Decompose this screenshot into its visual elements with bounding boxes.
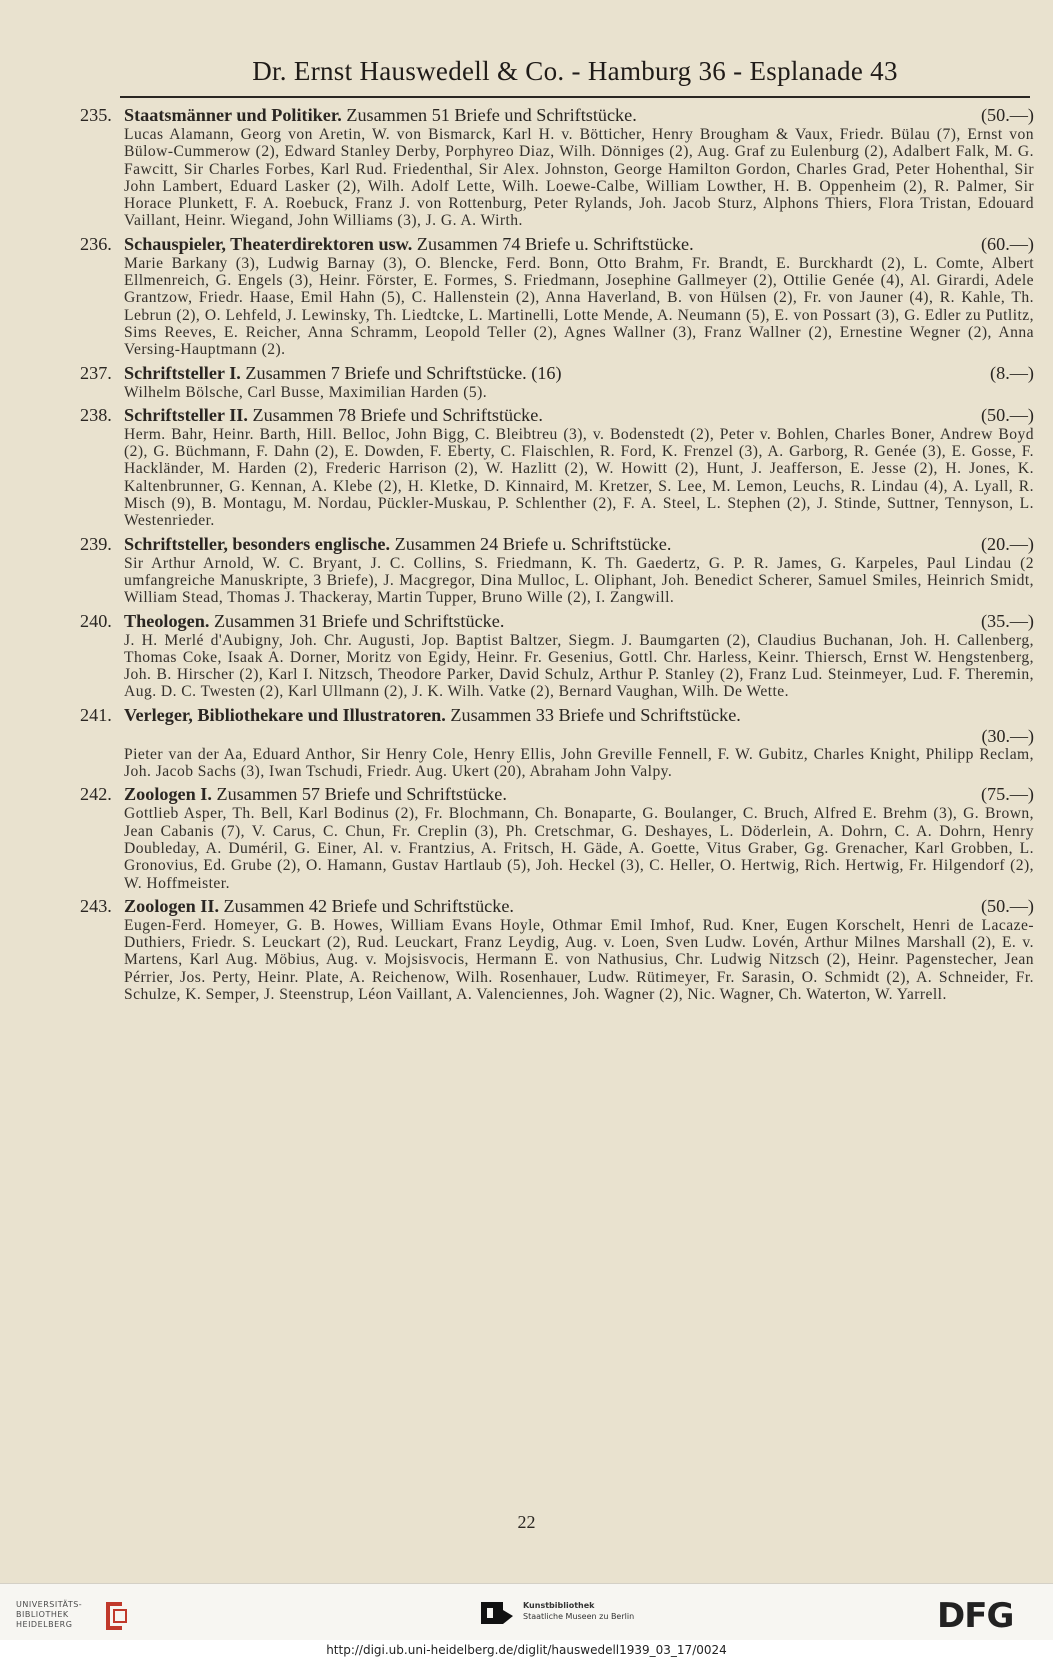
catalog-entry xyxy=(80,404,1034,530)
entry-body: Gottlieb Asper, Th. Bell, Karl Bodinus (2), Fr. Blochmann, Ch. Bonaparte, G. Boulanger, C. Bruch, Alfred E. Brehm (3), G. Brown, Jean Cabanis (7), V. Carus, C. Chun, Fr. Creplin (3), Ph. Cretschmar, G. Deshayes, L. Döderlein, A. Dohrn, C. A. Dohrn, Henry Doubleday, A. Duméril, G. Einer, Al. v. Frantzius, A. Fritsch, H. Gäde, A. Goette, Vitus Graber, Gg. Grenacher, Karl Grobben, L. Gronovius, Ed. Grube (2), O. Hamann, Gustav Hartlaub (5), Joh. Heckel (3), C. Heller, O. Hertwig, Rich. Hertwig, Fr. Hilgendorf (2), W. Hoffmeister. xyxy=(124,805,1034,892)
page-header: Dr. Ernst Hauswedell & Co. - Hamburg 36 - Esplanade 43 xyxy=(252,56,898,86)
entry-price: (30.—) xyxy=(981,725,1034,746)
kunstbibliothek-title: Kunstbibliothek xyxy=(523,1601,595,1610)
entry-title-bold: Schriftsteller I. xyxy=(124,362,241,383)
kunstbibliothek-logo[interactable] xyxy=(481,1594,681,1634)
catalog-entry xyxy=(80,104,1034,230)
entry-title-rest: Zusammen 42 Briefe und Schriftstücke. xyxy=(219,895,514,916)
entry-title-rest: Zusammen 24 Briefe u. Schriftstücke. xyxy=(390,533,672,554)
entry-title-rest: Zusammen 33 Briefe und Schriftstücke. xyxy=(445,704,741,725)
heidelberg-library-logo[interactable] xyxy=(16,1598,136,1634)
uni-logo-line1: UNIVERSITÄTS- xyxy=(16,1600,83,1609)
entry-title-bold: Theologen. xyxy=(124,610,210,631)
entry-title-bold: Verleger, Bibliothekare und Illustratoren. xyxy=(124,704,446,725)
catalog-entries xyxy=(80,104,1034,1006)
entry-title xyxy=(124,104,637,126)
catalog-entry xyxy=(80,610,1034,701)
entry-body: Eugen-Ferd. Homeyer, G. B. Howes, William Evans Hoyle, Othmar Emil Imhof, Rud. Kner, Eugen Korschelt, Henri de Lacaze-Duthiers, Friedr. S. Leuckart (2), Rud. Leuckart, Franz Leydig, Aug. v. Loen, Sven Ludw. Lovén, Arthur Milnes Marshall (2), E. v. Martens, Karl Aug. Möbius, Aug. v. Mojsisvocis, Hermann E. von Nathusius, Chr. Ludwig Nitzsch (2), Heinr. Pagenstecher, Jean Pérrier, Jos. Perty, Heinr. Plate, A. Reichenow, Wilh. Rosenhauer, Ludw. Rütimeyer, Fr. Sarasin, O. Schmidt (2), A. Schneider, Fr. Schulze, K. Semper, J. Steenstrup, Léon Vaillant, A. Valenciennes, Joh. Wagner (2), Nic. Wagner, Ch. Waterton, W. Yarrell. xyxy=(124,916,1034,1003)
entry-price: (35.—) xyxy=(980,610,1034,631)
entry-title-rest: Zusammen 78 Briefe und Schriftstücke. xyxy=(247,404,543,425)
entry-title xyxy=(124,362,562,384)
entry-number: 243. xyxy=(80,895,112,916)
entry-price: (75.—) xyxy=(980,784,1034,805)
entry-title-rest: Zusammen 7 Briefe und Schriftstücke. (16) xyxy=(240,362,562,383)
catalog-entry xyxy=(80,704,1034,781)
entry-number: 241. xyxy=(80,704,112,725)
entry-body: Lucas Alamann, Georg von Aretin, W. von Bismarck, Karl H. v. Bötticher, Henry Brougham & Vaux, Friedr. Bülau (7), Ernst von Bülow-Cummerow (2), Edward Stanley Derby, Porphyreo Diaz, Wilh. Dönniges (2), Aug. Graf zu Eulenburg (2), Adalbert Falk, M. G. Fawcitt, Sir Charles Forbes, Karl Rud. Friedenthal, Sir Alex. Johnston, George Hamilton Gordon, Charles Grad, Peter Hohenthal, Sir John Lambert, Eduard Lasker (2), Wilh. Adolf Lette, Wilh. Loewe-Calbe, William Lowther, H. B. Oppenheim (2), R. Palmer, Sir Horace Plunkett, F. A. Roebuck, Franz J. von Rottenburg, Peter Rylands, Joh. Jacob Sturz, Alphons Thiers, Flora Tristan, Edouard Vaillant, Heinr. Wiegand, John Williams (3), J. G. A. Wirth. xyxy=(124,126,1034,230)
entry-title xyxy=(124,895,514,917)
digitization-footer xyxy=(0,1583,1053,1641)
entry-body: Herm. Bahr, Heinr. Barth, Hill. Belloc, John Bigg, C. Bleibtreu (3), v. Bodenstedt (2), Peter v. Bohlen, Charles Boner, Andrew Boyd (2), G. Büchmann, F. Dahn (2), E. Dowden, F. Eberty, C. Flaischlen, R. Ford, K. Frenzel (3), A. Garborg, R. Genée (3), E. Gosse, F. Hackländer, M. Harden (2), Frederic Harrison (2), W. Hazlitt (2), W. Howitt (2), Hunt, J. Jeafferson, E. Jesse (2), H. Jones, K. Kaltenbrunner, G. Kennan, A. Klebe (2), H. Kletke, D. Kinnaird, M. Kretzer, S. Lee, M. Lemon, Leuchs, R. Lindau (4), A. Lyall, R. Misch (9), B. Montagu, M. Nordau, Pückler-Muskau, P. Schlenther (2), F. A. Steel, L. Stephen (2), J. Stinde, Suttner, Tennyson, L. Westenrieder. xyxy=(124,425,1034,530)
entry-title xyxy=(124,783,507,805)
uni-mark-icon xyxy=(98,1598,132,1634)
entry-number: 239. xyxy=(80,533,112,554)
entry-price: (50.—) xyxy=(980,404,1034,425)
entry-body: Pieter van der Aa, Eduard Anthor, Sir Henry Cole, Henry Ellis, John Greville Fennell, F. W. Gubitz, Charles Knight, Philipp Reclam, Joh. Jacob Sachs (3), Iwan Tschudi, Friedr. Aug. Ukert (20), Abraham John Valpy. xyxy=(124,745,1034,781)
entry-number: 238. xyxy=(80,404,112,425)
uni-logo-line2: BIBLIOTHEK xyxy=(16,1610,69,1619)
entry-body: J. H. Merlé d'Aubigny, Joh. Chr. Augusti, Jop. Baptist Baltzer, Siegm. J. Baumgarten (2), Claudius Buchanan, Joh. H. Callenberg, Thomas Coke, Isaak A. Dorner, Moritz von Egidy, Heinr. Fr. Gesenius, Gottl. Chr. Harless, Keinr. Thiersch, Ernst W. Hengstenberg, Joh. B. Hirscher (2), Karl I. Nitzsch, Theodore Parker, David Schulz, Arthur P. Stanley (2), Franz Lud. Steinmeyer, Lud. F. Theremin, Aug. D. C. Twesten (2), Karl Ullmann (2), J. K. Wilh. Vatke (2), Bernard Vaughan, Wilh. De Wette. xyxy=(124,631,1034,701)
entry-title-line xyxy=(80,404,1034,426)
entry-title-line xyxy=(80,610,1034,632)
catalog-entry xyxy=(80,783,1034,891)
entry-title xyxy=(124,404,543,426)
entry-title-line xyxy=(80,895,1034,917)
entry-title-rest: Zusammen 74 Briefe u. Schriftstücke. xyxy=(412,233,694,254)
entry-title-rest: Zusammen 57 Briefe und Schriftstücke. xyxy=(211,784,507,805)
entry-number: 240. xyxy=(80,610,112,631)
kunstbibliothek-mark-icon xyxy=(481,1602,515,1628)
entry-title-line xyxy=(80,233,1034,255)
entry-price: (20.—) xyxy=(980,533,1034,554)
entry-body: Marie Barkany (3), Ludwig Barnay (3), O. Blencke, Ferd. Bonn, Otto Brahm, Fr. Brandt, E. Burckhardt (2), L. Comte, Albert Ellmenreich, G. Engels (3), Heinr. Förster, E. Formes, S. Friedmann, Josephine Gallmeyer (2), Ottilie Genée (4), Al. Girardi, Adele Grantzow, Friedr. Haase, Emil Hahn (5), C. Hallenstein (2), Anna Haverland, B. von Hülsen (2), Fr. von Jauner (4), R. Kahle, Th. Lebrun (2), O. Lehfeld, J. Lewinsky, Th. Liedtcke, L. Martinelli, Lotte Mende, A. Neumann (5), E. von Possart (3), G. Edler zu Putlitz, Sims Reeves, E. Reicher, Anna Schramm, Leopold Teller (2), Agnes Wallner (3), Franz Wallner (2), Ernestine Wegner (2), Anna Versing-Hauptmann (2). xyxy=(124,254,1034,359)
page-number: 22 xyxy=(517,1512,536,1532)
entry-price: (8.—) xyxy=(990,362,1034,383)
entry-price: (50.—) xyxy=(980,895,1034,916)
source-url[interactable]: http://digi.ub.uni-heidelberg.de/diglit/hauswedell1939_03_17/0024 xyxy=(0,1640,1053,1660)
entry-number: 242. xyxy=(80,784,112,805)
entry-title xyxy=(124,533,671,555)
entry-title xyxy=(124,704,741,726)
header-rule xyxy=(120,96,1030,98)
entry-title-line xyxy=(80,533,1034,555)
kunstbibliothek-subtitle: Staatliche Museen zu Berlin xyxy=(523,1612,635,1621)
entry-title xyxy=(124,233,694,255)
entry-number: 237. xyxy=(80,362,112,383)
entry-title-rest: Zusammen 31 Briefe und Schriftstücke. xyxy=(209,610,505,631)
entry-title-bold: Schriftsteller II. xyxy=(124,404,248,425)
catalog-entry xyxy=(80,895,1034,1003)
entry-title-line xyxy=(80,362,1034,384)
dfg-logo[interactable]: DFG xyxy=(937,1596,1014,1636)
entry-title xyxy=(124,610,504,632)
catalog-entry xyxy=(80,233,1034,359)
entry-title-bold: Zoologen II. xyxy=(124,895,219,916)
entry-number: 236. xyxy=(80,233,112,254)
entry-title-rest: Zusammen 51 Briefe und Schriftstücke. xyxy=(341,105,637,125)
catalog-entry xyxy=(80,533,1034,607)
catalog-entry xyxy=(80,362,1034,401)
entry-price: (60.—) xyxy=(980,233,1034,254)
entry-price: (50.—) xyxy=(980,105,1034,125)
uni-logo-line3: HEIDELBERG xyxy=(16,1620,73,1629)
entry-body: Wilhelm Bölsche, Carl Busse, Maximilian Harden (5). xyxy=(124,383,488,401)
entry-number: 235. xyxy=(80,105,112,125)
entry-title-line xyxy=(80,783,1034,805)
entry-title-bold: Zoologen I. xyxy=(124,784,212,805)
entry-title-bold: Staatsmänner und Politiker. xyxy=(124,105,342,125)
entry-title-line xyxy=(80,104,1034,126)
entry-title-bold: Schriftsteller, besonders englische. xyxy=(124,533,391,554)
entry-title-bold: Schauspieler, Theaterdirektoren usw. xyxy=(124,233,413,254)
entry-body: Sir Arthur Arnold, W. C. Bryant, J. C. Collins, S. Friedmann, K. Th. Gaedertz, G. P. R. James, G. Karpeles, Paul Lindau (2 umfangreiche Manuskripte, 3 Briefe), J. Macgregor, Dina Mulloc, L. Oliphant, Joh. Benedict Scherer, Samuel Smiles, Heinrich Smidt, William Stead, Thomas J. Thackeray, Martin Tupper, Bruno Wille (2), I. Zangwill. xyxy=(124,554,1034,607)
entry-title-line xyxy=(80,704,1034,726)
